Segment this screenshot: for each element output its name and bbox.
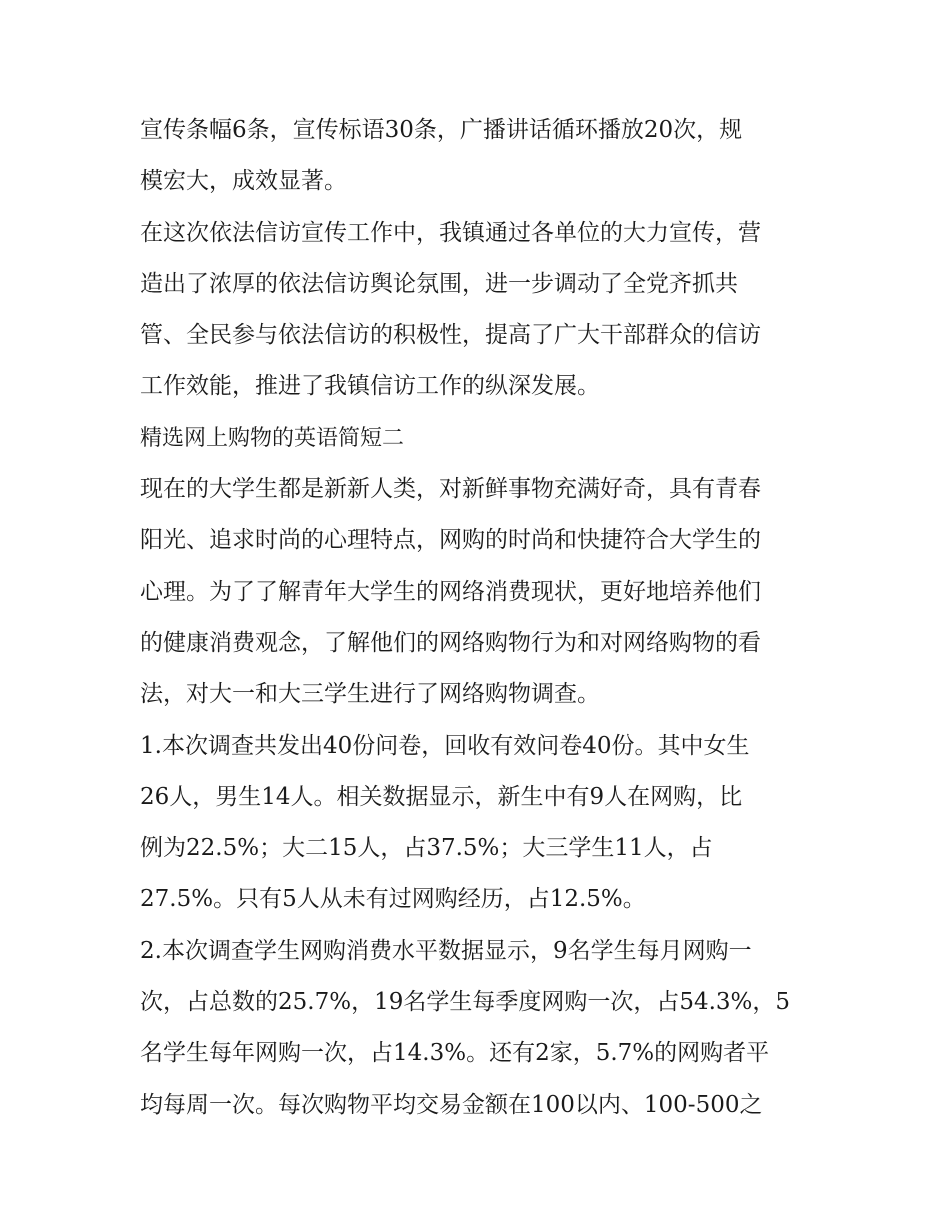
text-line: 次，占总数的25.7%，19名学生每季度网购一次，占54.3%，5 — [140, 989, 791, 1016]
text-line: 例为22.5%；大二15人，占37.5%；大三学生11人，占 — [140, 835, 713, 862]
document-body — [140, 105, 820, 1131]
text-line: 的健康消费观念，了解他们的网络购物行为和对网络购物的看 — [140, 629, 761, 656]
text-line: 阳光、追求时尚的心理特点，网购的时尚和快捷符合大学生的 — [140, 527, 761, 554]
text-line: 心理。为了了解青年大学生的网络消费现状，更好地培养他们 — [140, 578, 761, 605]
text-line: 宣传条幅6条，宣传标语30条，广播讲话循环播放20次，规 — [140, 117, 743, 143]
text-line: 现在的大学生都是新新人类，对新鲜事物充满好奇，具有青春 — [140, 476, 761, 503]
text-line: 法，对大一和大三学生进行了网络购物调查。 — [140, 681, 600, 708]
text-line: 模宏大，成效显著。 — [140, 168, 347, 195]
text-line: 在这次依法信访宣传工作中，我镇通过各单位的大力宣传，营 — [140, 219, 761, 246]
text-line: 造出了浓厚的依法信访舆论氛围，进一步调动了全党齐抓共 — [140, 270, 738, 297]
text-line: 27.5%。只有5人从未有过网购经历，占12.5%。 — [140, 886, 646, 913]
section-heading: 精选网上购物的英语简短二 — [140, 425, 405, 451]
text-line: 均每周一次。每次购物平均交易金额在100以内、100-500之 — [140, 1091, 763, 1118]
text-line: 工作效能，推进了我镇信访工作的纵深发展。 — [140, 373, 600, 400]
text-line: 2.本次调查学生网购消费水平数据显示，9名学生每月网购一 — [140, 937, 752, 964]
text-line: 名学生每年网购一次，占14.3%。还有2家，5.7%的网购者平 — [140, 1040, 770, 1067]
text-line: 管、全民参与依法信访的积极性，提高了广大干部群众的信访 — [140, 322, 761, 349]
text-line: 1.本次调查共发出40份问卷，回收有效问卷40份。其中女生 — [140, 732, 750, 759]
text-line: 26人，男生14人。相关数据显示，新生中有9人在网购，比 — [140, 783, 743, 810]
